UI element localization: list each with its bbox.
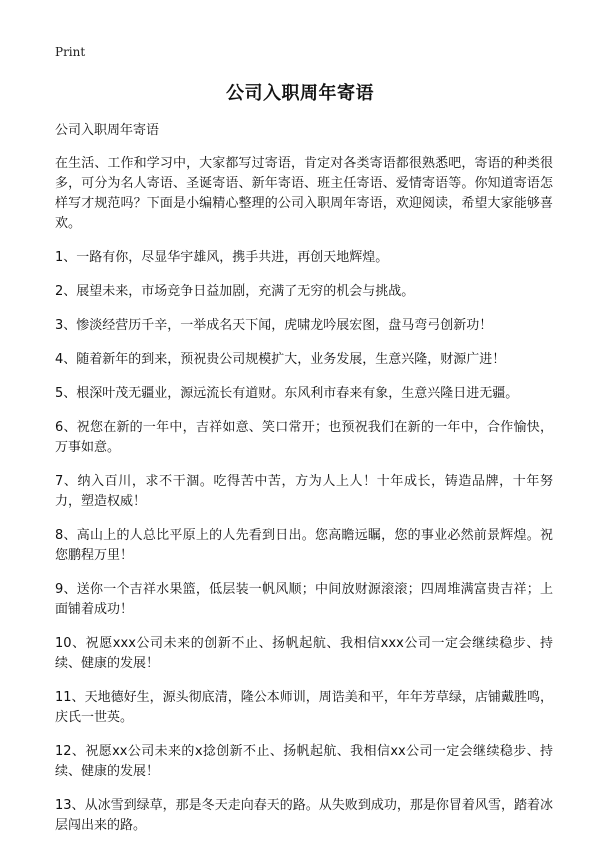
article-subtitle: 公司入职周年寄语 xyxy=(55,123,160,138)
list-item: 1、一路有你，尽显华宇雄风，携手共进，再创天地辉煌。 xyxy=(55,250,389,265)
intro-paragraph: 在生活、工作和学习中，大家都写过寄语，肯定对各类寄语都很熟悉吧，寄语的种类很多，可分为名人寄语、圣诞寄语、新年寄语、班主任寄语、爱情寄语等。你知道寄语怎样写才规范吗？下面是小编精心整理的公司入职周年寄语，欢迎阅读，希望大家能够喜欢。 xyxy=(55,156,553,231)
list-item: 12、祝愿xx公司未来的x捻创新不止、扬帆起航、我相信xx公司一定会继续稳步、持续、健康的发展！ xyxy=(55,744,553,779)
list-item: 13、从冰雪到绿草，那是冬天走向春天的路。从失败到成功，那是你冒着风雪，踏着冰层闯出来的路。 xyxy=(55,798,553,833)
page-title: 公司入职周年寄语 xyxy=(226,83,374,104)
list-item: 5、根深叶茂无疆业，源远流长有道财。东风利市春来有象，生意兴隆日进无疆。 xyxy=(55,386,519,401)
list-item: 3、惨淡经营历千辛，一举成名天下闻，虎啸龙吟展宏图，盘马弯弓创新功！ xyxy=(55,318,493,333)
article-body xyxy=(55,121,553,850)
list-item: 7、纳入百川，求不干涸。吃得苦中苦，方为人上人！十年成长，铸造品牌，十年努力，塑造权威！ xyxy=(55,474,553,509)
list-item: 4、随着新年的到来，预祝贵公司规模扩大，业务发展，生意兴隆，财源广进！ xyxy=(55,352,506,367)
list-item: 9、送你一个吉祥水果篮，低层装一帆风顺；中间放财源滚滚；四周堆满富贵吉祥；上面铺着成功！ xyxy=(55,582,553,617)
list-item: 8、高山上的人总比平原上的人先看到日出。您高瞻远瞩，您的事业必然前景辉煌。祝您鹏程万里！ xyxy=(55,528,553,563)
print-link[interactable]: Print xyxy=(55,45,86,59)
list-item: 6、祝您在新的一年中，吉祥如意、笑口常开；也预祝我们在新的一年中，合作愉快，万事如意。 xyxy=(55,420,553,455)
list-item: 10、祝愿xxx公司未来的创新不止、扬帆起航、我相信xxx公司一定会继续稳步、持续、健康的发展！ xyxy=(55,636,553,671)
list-item: 11、天地德好生，源头彻底清，隆公本师训，周诰美和平，年年芳草绿，店铺戴胜鸣，庆氏一世英。 xyxy=(55,690,553,725)
list-item: 2、展望未来，市场竞争日益加剧，充满了无穷的机会与挑战。 xyxy=(55,284,415,299)
